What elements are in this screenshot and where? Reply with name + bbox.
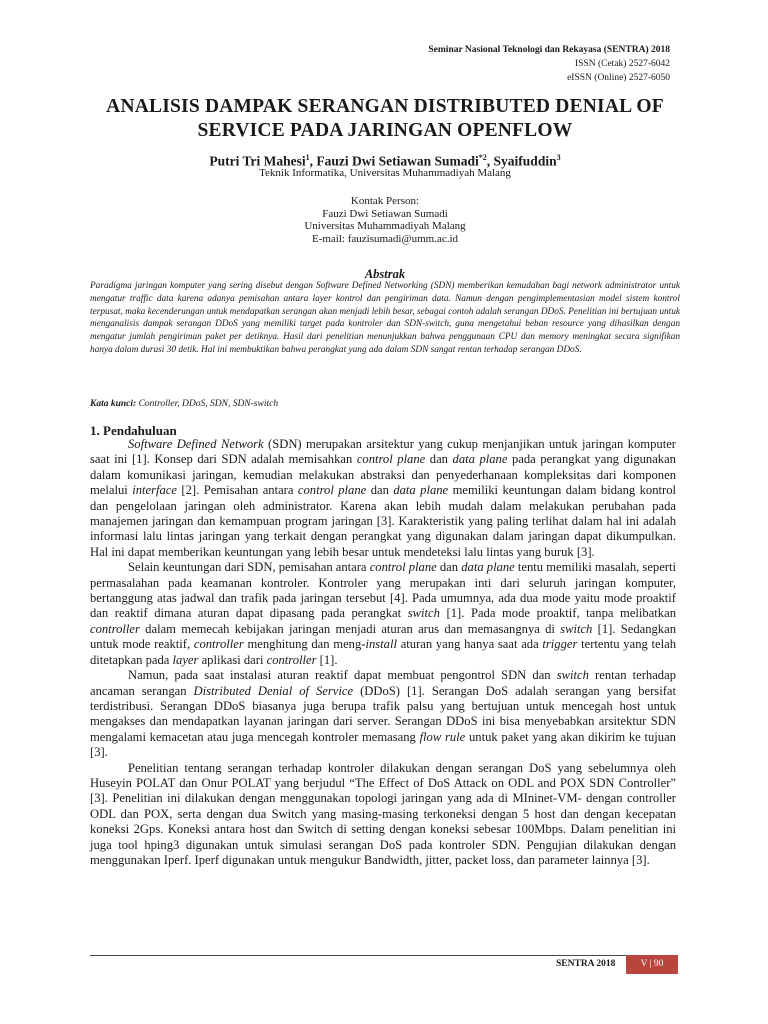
italic-term: switch [556,668,589,683]
text-run: tentu memiliki masalah, seperti permasalahan pada keamanan kontroler. Kontroler yang merupakan inti dari seluruh jaringan komputer, bertanggung atas jadwal dan trafik pada jaringan tersebut [4]. Pada umumnya, ada dua mode yaitu mode proaktif dan reaktif dimana aturan dapat dipasang pada perangkat [90,560,677,621]
keywords-value: Controller, DDoS, SDN, SDN-switch [138,399,279,409]
text-run: menghitung dan meng- [243,637,366,652]
author-2: Fauzi Dwi Setiawan Sumadi [316,153,479,169]
paragraph-3 [90,668,676,760]
header-meta [428,43,670,85]
italic-term: control plane [369,560,437,575]
footer-label: SENTRA 2018 [556,959,616,969]
italic-term: interface [132,483,177,498]
author-3-sup: 3 [556,153,561,162]
italic-term: control plane [356,452,426,467]
text-run: Selain keuntungan dari SDN, pemisahan antara [128,560,370,575]
author-sep-1: , [309,153,317,169]
paper-title [60,95,710,143]
footer-rule [90,955,678,956]
text-run: [2]. Pemisahan antara [176,483,298,498]
contact-name: Fauzi Dwi Setiawan Sumadi [322,207,448,220]
affiliation: Teknik Informatika, Universitas Muhammadiyah Malang [259,167,511,179]
paragraph-4 [90,761,676,869]
italic-term: control plane [297,483,367,498]
text-run: memiliki keuntungan dalam bidang kontrol dan pengelolaan jaringan oleh administrator. Karena akan lebih mudah dalam melakukan perubahan pada manajemen jaringan dan kemampuan program jaringan [3]. Karakteristik yang paling terlihat dalam hal ini adalah informasi lalu lintas jaringan yang terkait dengan perangkat yang digunakan dalam jaringan dapat dikumpulkan. Hal ini dapat memberikan keuntungan yang lebih besar untuk mendeteksi lalu lintas yang buruk [3]. [90,483,677,559]
author-sep-2: , [486,153,494,169]
author-3: Syaifuddin [493,153,557,169]
italic-term: data plane [452,452,508,467]
italic-term: Distributed Denial of Service [193,683,354,698]
contact-institution: Universitas Muhammadiyah Malang [304,220,466,233]
contact-label: Kontak Person: [350,195,420,207]
abstract-text: Paradigma jaringan komputer yang sering disebut dengan Software Defined Networking (SDN) memberikan kemudahan bagi network administrator untuk mengatur traffic data karena adanya pemisahan antara layer kontrol dan pengiriman data. Namun dengan pengimplementasian model sistem kontrol terpusat, maka kecenderungan untuk mendapatkan serangan akan menjadi lebih besar, sebagai contoh adalah serangan DDoS. Penelitian ini bertujuan untuk menganalisis dampak serangan DDoS yang memiliki target pada kontroler dan SDN-switch, guna mengetahui beban resource yang dihasilkan dengan mengatur jumlah pengiriman paket per detiknya. Hasil dari penelitian menunjukkan bahwa penggunaan CPU dan memory meningkat secara signifikan hanya dalam durasi 30 detik. Hal ini membuktikan bahwa perangkat yang ada dalam SDN sangat rentan terhadap serangan DDoS. [90,281,681,355]
text-run: rentan terhadap ancaman serangan [90,668,676,698]
keywords [90,399,680,409]
page-number-badge: V | 90 [626,955,678,974]
contact-email: E-mail: fauzisumadi@umm.ac.id [311,232,459,245]
italic-term: data plane [393,483,449,498]
text-run: Namun, pada saat instalasi aturan reaktif dapat membuat pengontrol SDN dan [128,668,557,683]
text-run: [1]. Pada mode proaktif, tanpa melibatkan [439,606,676,621]
italic-term: controller [266,652,317,667]
text-run: dan [436,560,462,575]
italic-term: install [365,637,397,652]
issn-online: eISSN (Online) 2527-6050 [567,73,670,83]
text-run: Penelitian tentang serangan terhadap kontroler dilakukan dengan serangan DoS yang sebelumnya oleh Huseyin POLAT dan Onur POLAT yang berjudul “The Effect of DoS Attack on ODL and POX SDN Controller” [3]. Penelitian ini dilakukan dengan menggunakan topologi jaringan yang ada di MIninet-VM- dengan controller ODL dan POX, serta dengan dua Switch yang masing-masing terkoneksi dengan 5 host dan dengan kecepatan koneksi 2Gps. Koneksi antara host dan Switch di setting dengan koneksi sebesar 100Mbps. Dalam penelitian ini juga tool hping3 digunakan untuk simulasi serangan DoS pada kontroler SDN. Pengujian dilakukan dengan menggunakan Iperf. Iperf digunakan untuk mengukur Bandwidth, jitter, packet loss, dan parameter lainnya [3]. [90,760,676,867]
italic-term: layer [172,652,199,667]
text-run: aplikasi dari [198,652,267,667]
text-run: [1]. [316,652,338,667]
italic-term: data plane [461,560,515,575]
author-1: Putri Tri Mahesi [209,153,306,169]
text-run: aturan yang hanya saat ada [396,637,543,652]
text-run: (SDN) merupakan arsitektur yang cukup menjanjikan untuk jaringan komputer saat ini [1]. Konsep dari SDN adalah memisahkan [90,437,676,467]
conference-name: Seminar Nasional Teknologi dan Rekayasa (SENTRA) 2018 [428,45,670,55]
paragraph-1 [90,437,676,560]
abstract-heading: Abstrak [364,267,406,281]
text-run: dalam memecah kebijakan jaringan menjadi aturan arus dan memasangnya di [139,621,561,636]
text-run: untuk paket yang akan dikirim ke tujuan [3]. [90,729,676,760]
section-body [90,437,676,868]
author-2-sup: *2 [478,153,487,162]
issn-print: ISSN (Cetak) 2527-6042 [575,59,670,69]
text-run: pada perangkat yang digunakan dalam komunikasi jaringan, kemudian melakukan abstraksi dan penyederhanaan kompleksitas dari komponen melalui [90,452,676,498]
italic-term: switch [407,606,440,621]
italic-term: trigger [542,637,578,652]
text-run: dan [425,452,453,467]
italic-term: controller [90,621,140,636]
paragraph-2 [90,560,676,668]
section-heading: 1. Pendahuluan [90,423,177,438]
contact-block [60,195,710,245]
text-run: [1]. Sedangkan untuk mode reaktif, [90,621,676,652]
text-run: tertentu yang telah ditetapkan pada [90,637,676,667]
italic-term: flow rule [419,729,466,744]
italic-term: Software Defined Network [128,437,264,451]
text-run: dan [366,483,394,498]
title-line-1: ANALISIS DAMPAK SERANGAN DISTRIBUTED DENIAL OF [106,96,664,117]
italic-term: switch [560,621,593,636]
title-line-2: SERVICE PADA JARINGAN OPENFLOW [197,120,573,141]
text-run: (DDoS) [1]. Serangan DoS adalah serangan yang bersifat terdistribusi. Serangan DDoS biasanya juga berupa trafik palsu yang bertujuan untuk mencegah host untuk mengakses dan mendapatkan layanan jaringan dari server. Serangan DDoS ini bisa menyebabkan arsitektur SDN mengalami kemacetan atau juga mencegah kontroler memasang [90,683,676,744]
keywords-label: Kata kunci: [90,399,137,409]
author-1-sup: 1 [305,153,310,162]
italic-term: controller [193,637,244,652]
